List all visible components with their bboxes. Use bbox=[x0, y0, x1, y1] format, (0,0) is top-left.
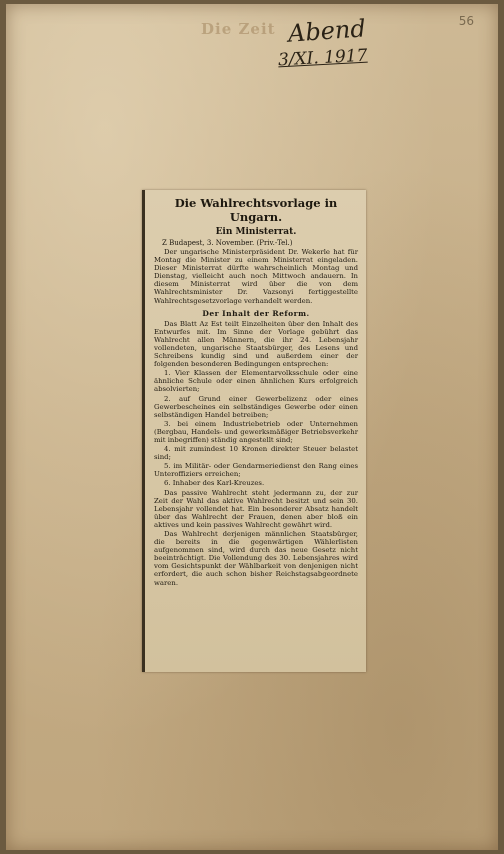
list-item: 1. Vier Klassen der Elementarvolksschule oder eine ähnliche Schule oder einen ähnlichen Kurs erfolgreich absolvierten; bbox=[154, 369, 358, 394]
article-dateline: Z Budapest, 3. November. (Priv.-Tel.) bbox=[162, 239, 293, 247]
article-closing: Das Wahlrecht derjenigen männlichen Staatsbürger, die bereits in die gegenwärtigen Wählerlisten aufgenommen sind, wird durch das neue Gesetz nicht beeinträchtigt. Die Vollendung des 30. Lebensjahres wird vom Gesichtspunkt der Wählbarkeit von denjenigen nicht erfordert, die auch schon bisher Reichstagsabgeordnete waren. bbox=[154, 530, 358, 587]
list-item: 2. auf Grund einer Gewerbelizenz oder eines Gewerbescheines ein selbständiges Gewerbe oder einen selbständigen Handel betreiben; bbox=[154, 394, 358, 419]
page-number: 56 bbox=[458, 14, 474, 28]
article-passive: Das passive Wahlrecht steht jedermann zu, der zur Zeit der Wahl das aktive Wahlrecht besitzt und sein 30. Lebensjahr vollendet hat. Ein besonderer Absatz handelt über das Wahlrecht der Frauen, denen aber bloß ein aktives und kein passives Wahlrecht gewährt wird. bbox=[154, 488, 358, 529]
list-item: 3. bei einem Industriebetrieb oder Unternehmen (Bergbau, Handels- und gewerksmäßiger Betriebsverkehr mit inbegriffen) ständig angestellt sind; bbox=[154, 419, 358, 444]
newspaper-stamp: Die Zeit bbox=[201, 20, 276, 38]
article-subtitle: Ein Ministerrat. bbox=[215, 227, 297, 237]
article-headline: Die Wahlrechtsvorlage in Ungarn. bbox=[174, 196, 338, 224]
list-item: 6. Inhaber des Karl-Kreuzes. bbox=[164, 479, 265, 488]
list-item: 4. mit zumindest 10 Kronen direkter Steuer belastet sind; bbox=[154, 445, 358, 462]
newspaper-clipping bbox=[142, 190, 366, 672]
article-body: Das Blatt Az Est teilt Einzelheiten über den Inhalt des Entwurfes mit. Im Sinne der Vorlage gebührt das Wahlrecht allen Männern, die ihr 24. Lebensjahr vollendeten, ungarische Staatsbürger, des Lesens und Schreibens kundig sind und außerdem einer der folgenden besonderen Bedingungen entsprechen: bbox=[154, 319, 358, 369]
handwritten-edition: Abend bbox=[287, 14, 367, 48]
handwritten-date: 3/XI. 1917 bbox=[277, 45, 368, 71]
archive-sheet bbox=[6, 4, 498, 850]
article-intro: Der ungarische Ministerpräsident Dr. Wekerle hat für Montag die Minister zu einem Ministerrat eingeladen. Dieser Ministerrat dürfte wahrscheinlich Montag und Dienstag, vielleicht auch noch Mittwoch andauern. In diesem Ministerrat wird über die von dem Wahlrechtsminister Dr. Vazsonyi fertiggestellte Wahlrechtsgesetzvorlage verhandelt werden. bbox=[154, 248, 358, 305]
list-item: 5. im Militär- oder Gendarmeriedienst den Rang eines Unteroffiziers erreichen; bbox=[154, 462, 358, 479]
section-title: Der Inhalt der Reform. bbox=[202, 308, 310, 318]
